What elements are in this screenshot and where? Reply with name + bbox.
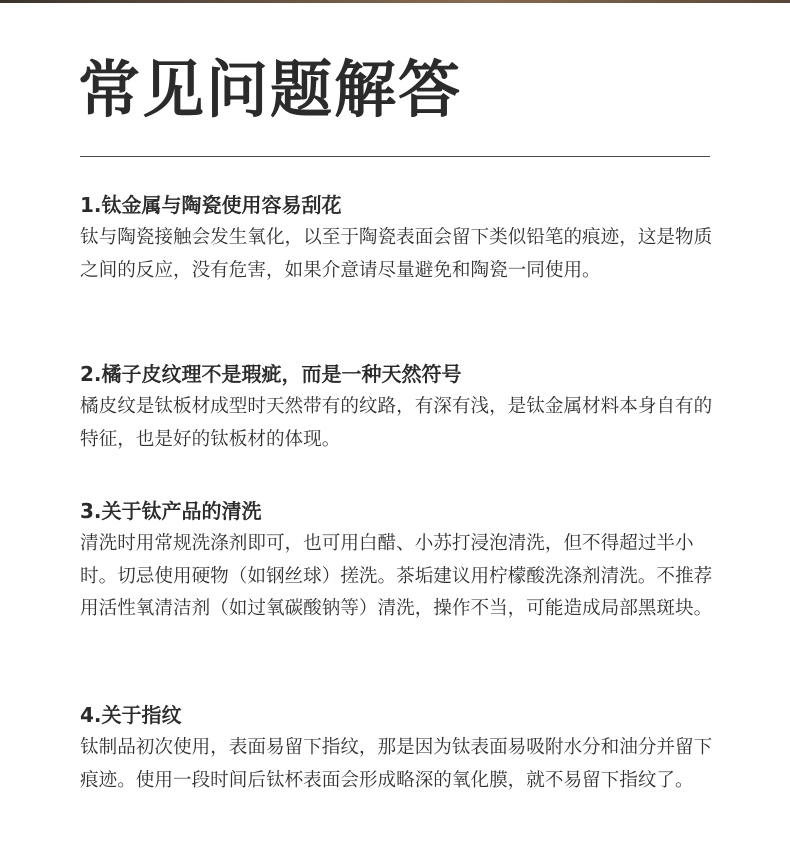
faq-question: 1.钛金属与陶瓷使用容易刮花: [80, 193, 342, 217]
faq-answer: 清洗时用常规洗涤剂即可，也可用白醋、小苏打浸泡清洗，但不得超过半小时。切忌使用硬物（如钢丝球）搓洗。茶垢建议用柠檬酸洗涤剂清洗。不推荐用活性氧清洁剂（如过氧碳酸钠等）清洗，操作不当，可能造成局部黑斑块。: [80, 533, 713, 619]
top-decorative-strip: [0, 0, 790, 3]
faq-item-4: [80, 700, 716, 797]
faq-answer: 钛与陶瓷接触会发生氧化，以至于陶瓷表面会留下类似铅笔的痕迹，这是物质之间的反应，没有危害，如果介意请尽量避免和陶瓷一同使用。: [80, 227, 713, 281]
page-title: 常见问题解答: [78, 53, 463, 126]
faq-question: 2.橘子皮纹理不是瑕疵，而是一种天然符号: [80, 362, 462, 386]
faq-question: 3.关于钛产品的清洗: [80, 499, 262, 523]
faq-item-3: [80, 496, 716, 626]
faq-item-1: [80, 190, 716, 287]
faq-question: 4.关于指纹: [80, 703, 182, 727]
faq-answer: 钛制品初次使用，表面易留下指纹，那是因为钛表面易吸附水分和油分并留下痕迹。使用一段时间后钛杯表面会形成略深的氧化膜，就不易留下指纹了。: [80, 737, 713, 791]
faq-item-2: [80, 359, 716, 456]
faq-answer: 橘皮纹是钛板材成型时天然带有的纹路，有深有浅，是钛金属材料本身自有的特征，也是好的钛板材的体现。: [80, 396, 713, 450]
title-divider: [80, 156, 710, 157]
